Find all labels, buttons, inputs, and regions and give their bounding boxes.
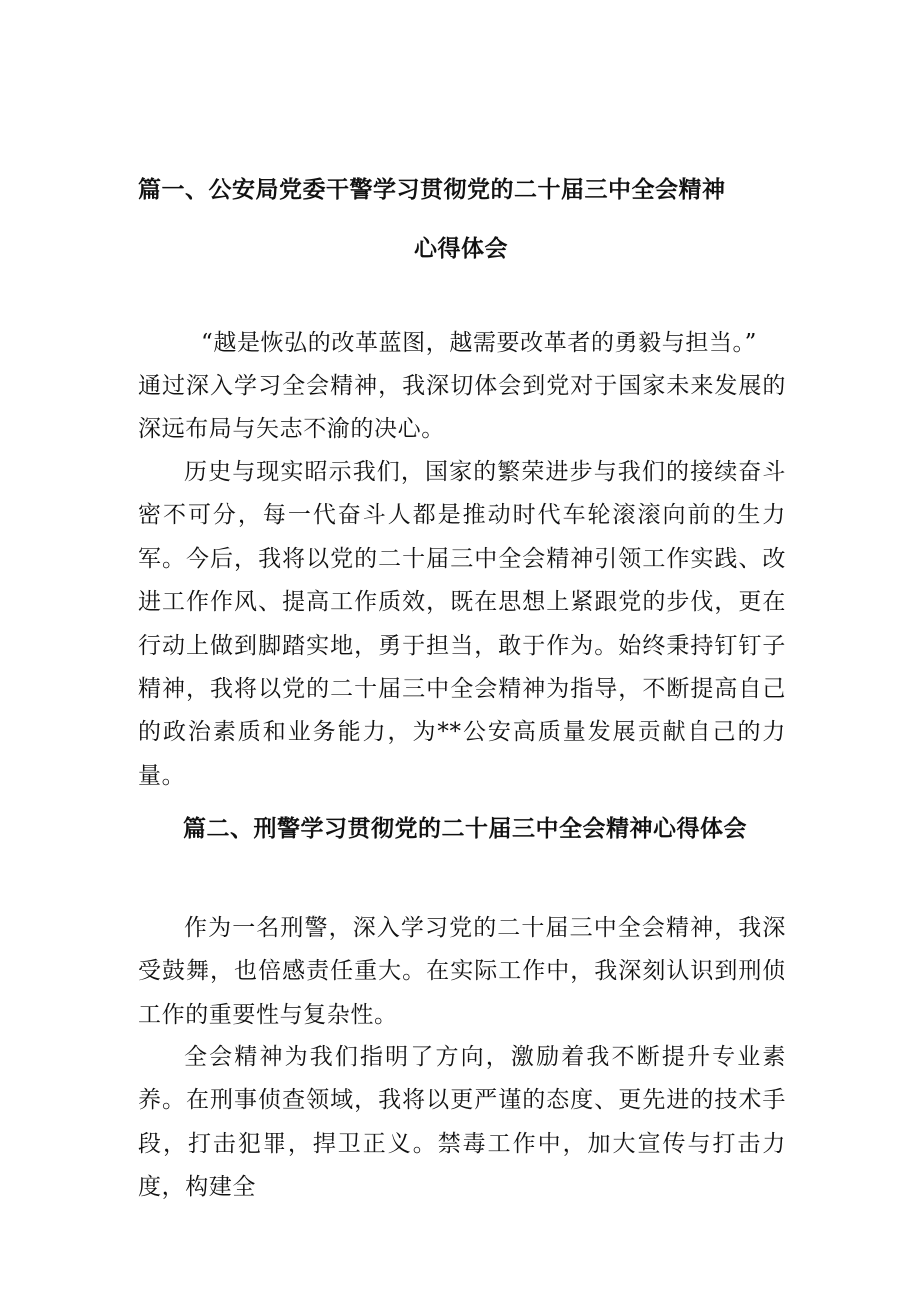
article1-title-line2: 心得体会 xyxy=(414,236,508,262)
article1-paragraph2: 历史与现实昭示我们，国家的繁荣进步与我们的接续奋斗密不可分，每一代奋斗人都是推动时代车轮滚滚向前的生力军。今后，我将以党的二十届三中全会精神引领工作实践、改进工作作风、提高工作质效，既在思想上紧跟党的步伐，更在行动上做到脚踏实地，勇于担当，敢于作为。始终秉持钉钉子精神，我将以党的二十届三中全会精神为指导，不断提高自己的政治素质和业务能力，为**公安高质量发展贡献自己的力量。 xyxy=(138,459,786,789)
article1-paragraph1: 通过深入学习全会精神，我深切体会到党对于国家未来发展的深远布局与矢志不渝的决心。 xyxy=(138,373,786,443)
article2-title: 篇二、刑警学习贯彻党的二十届三中全会精神心得体会 xyxy=(183,816,747,842)
article2-paragraph2: 全会精神为我们指明了方向，激励着我不断提升专业素养。在刑事侦查领域，我将以更严谨的态度、更先进的技术手段，打击犯罪，捍卫正义。禁毒工作中，加大宣传与打击力度，构建全 xyxy=(138,1044,786,1201)
article1-title-line1: 篇一、公安局党委干警学习贯彻党的二十届三中全会精神 xyxy=(138,177,726,203)
article2-paragraph1: 作为一名刑警，深入学习党的二十届三中全会精神，我深受鼓舞，也倍感责任重大。在实际工作中，我深刻认识到刑侦工作的重要性与复杂性。 xyxy=(138,915,786,1028)
article1-quote: “越是恢弘的改革蓝图，越需要改革者的勇毅与担当。” xyxy=(201,330,758,356)
